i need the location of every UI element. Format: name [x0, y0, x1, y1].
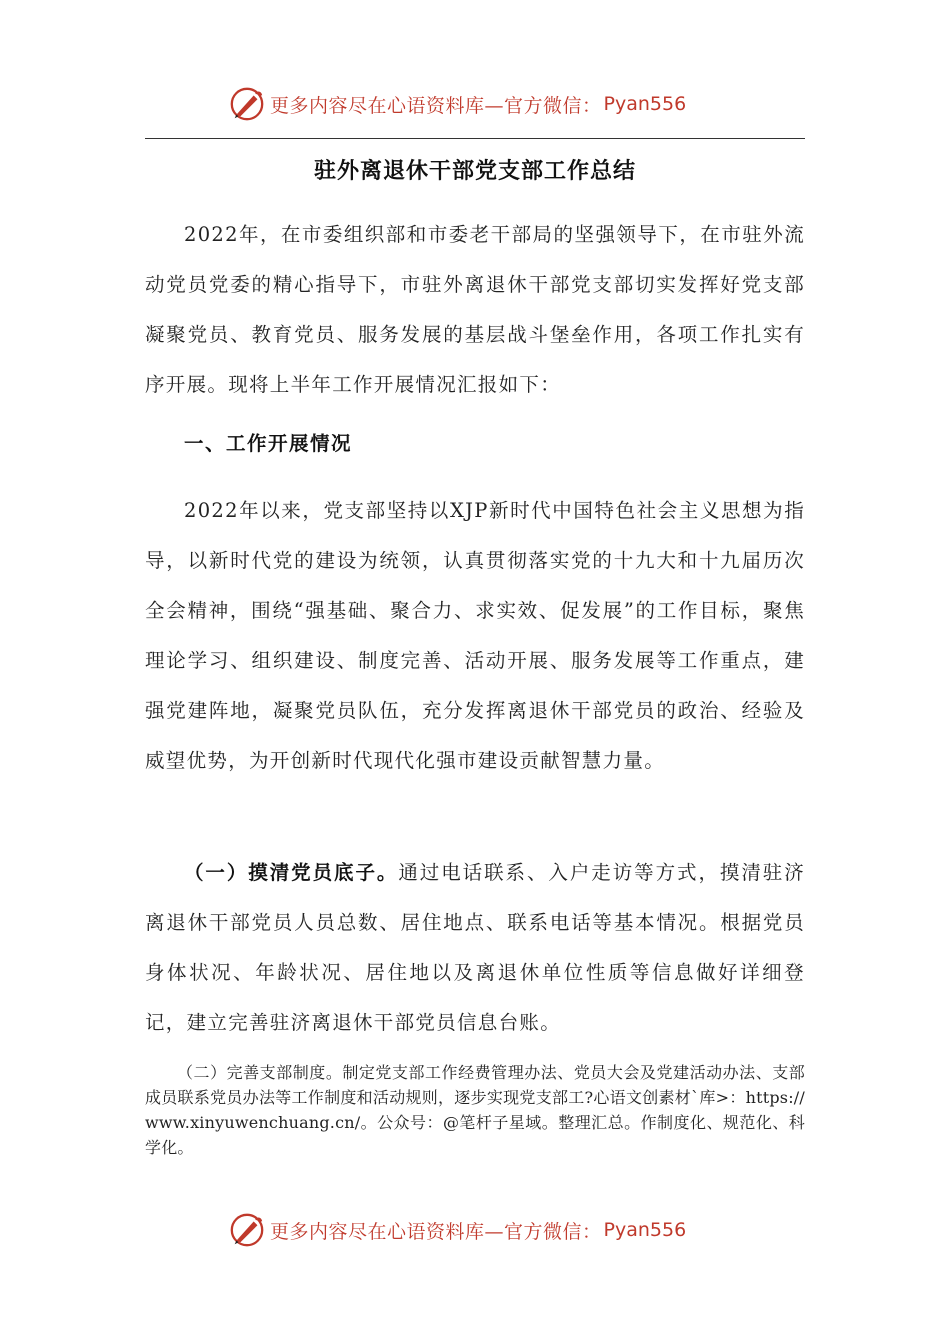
banner-text: 更多内容尽在心语资料库—官方微信：: [270, 94, 602, 117]
pen-logo-icon: [228, 1211, 266, 1249]
header-banner[interactable]: [228, 82, 686, 126]
section-heading: 一、工作开展情况: [184, 432, 353, 455]
banner-text: 更多内容尽在心语资料库—官方微信：: [270, 1220, 602, 1243]
wechat-id: Pyan556: [603, 93, 687, 115]
document-title: 驻外离退休干部党支部工作总结: [313, 159, 636, 184]
body-paragraph: 2022年以来，党支部坚持以XJP新时代中国特色社会主义思想为指导，以新时代党的建设为统领，认真贯彻落实党的十九大和十九届历次全会精神，围绕“强基础、聚合力、求实效、促发展”的工作目标，聚焦理论学习、组织建设、制度完善、活动开展、服务发展等工作重点，建强党建阵地，凝聚党员队伍，充分发挥离退休干部党员的政治、经验及威望优势，为开创新时代现代化强市建设贡献智慧力量。: [145, 499, 805, 772]
footer-banner[interactable]: [228, 1208, 686, 1252]
item-body: 通过电话联系、入户走访等方式，摸清驻济离退休干部党员人员总数、居住地点、联系电话等基本情况。根据党员身体状况、年龄状况、居住地以及离退休单位性质等信息做好详细登记，建立完善驻济离退休干部党员信息台账。: [145, 861, 805, 1034]
header-divider: [145, 138, 805, 139]
item-lead: （一）摸清党员底子。: [184, 861, 399, 884]
item-paragraph-2: （二）完善支部制度。制定党支部工作经费管理办法、党员大会及党建活动办法、支部成员联系党员办法等工作制度和活动规则，逐步实现党支部工?心语文创素材`库>：https://www.xinyuwenchuang.cn/。公众号：@笔杆子星域。整理汇总。作制度化、规范化、科学化。: [145, 1063, 805, 1157]
wechat-id: Pyan556: [603, 1219, 687, 1241]
item-paragraph-1: [145, 848, 805, 1048]
intro-paragraph: 2022年，在市委组织部和市委老干部局的坚强领导下，在市驻外流动党员党委的精心指导下，市驻外离退休干部党支部切实发挥好党支部凝聚党员、教育党员、服务发展的基层战斗堡垒作用，各项工作扎实有序开展。现将上半年工作开展情况汇报如下：: [145, 223, 805, 396]
pen-logo-icon: [228, 85, 266, 123]
